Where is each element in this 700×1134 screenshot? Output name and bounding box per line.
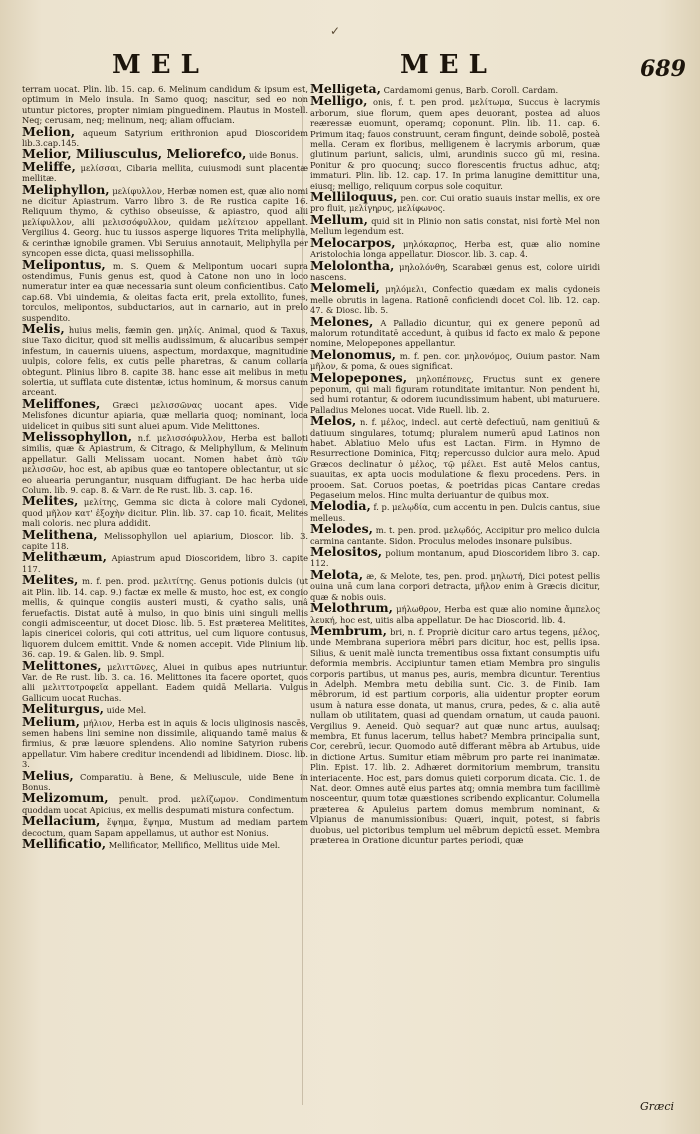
dictionary-entry: [310, 346, 600, 372]
running-header: [0, 50, 700, 84]
dictionary-entry: [22, 657, 308, 704]
dictionary-entry: [22, 493, 308, 529]
entry-definition: Cardamomi genus, Barb. Coroll. Cardam.: [383, 85, 559, 95]
entry-definition: Comparatiu. à Bene, & Meliuscule, uide Bene in Bonus.: [22, 771, 308, 792]
entry-lemma: Melomeli,: [310, 280, 380, 296]
entry-lemma: Melium,: [22, 713, 80, 729]
header-right: MEL: [400, 50, 497, 80]
entry-lemma: Melites,: [22, 493, 79, 509]
entry-definition: μελίσσαι, Cibaria mellita, cuiusmodi sunt placentæ mellitæ.: [22, 162, 308, 184]
entry-definition: ἕψημα, ἕψημα, Mustum ad mediam partem decoctum, quam Sapam appellamus, ut author est Nonius.: [22, 817, 308, 838]
header-left: MEL: [112, 50, 209, 80]
entry-definition: polium montanum, apud Dioscoridem libro 3. cap. 112.: [310, 548, 600, 569]
entry-lemma: Melithena,: [22, 526, 98, 542]
dictionary-entry: [22, 181, 308, 259]
dictionary-entry: [310, 498, 600, 523]
entry-definition: terram uocat. Plin. lib. 15. cap. 6. Melinum candidum & ipsum est, optimum in Melo insula. In Samo quoq; nascitur, sed eo non utuntur pictores, propter nimiam pinguedinem. Plautus in Mostell. Neq; cerusam, neq; melinum, neq; aliam offuciam.: [22, 84, 308, 126]
entry-lemma: Melior, Miliusculus, Meliorefco,: [22, 146, 247, 162]
entry-definition: μελίτης, Gemma sic dicta à colore mali Cydonei, quod μῆλον κατ' ἐξοχὴν dicitur. Plin. lib. 37. cap 10. ficait, Melites mali coloris. nec plura addidit.: [22, 497, 308, 529]
entry-lemma: Meliffe,: [22, 158, 76, 174]
dictionary-entry: [310, 622, 600, 846]
dictionary-entry: [22, 123, 308, 149]
entry-lemma: Melittones,: [22, 657, 102, 673]
catchword: Græci: [640, 1100, 675, 1113]
entry-lemma: Melota,: [310, 566, 364, 582]
entry-definition: f. p. μελῳδία, cum accentu in pen. Dulcis cantus, siue melleus.: [310, 502, 600, 523]
dictionary-entry: [22, 713, 308, 770]
dictionary-entry: [22, 836, 308, 852]
entry-definition: A Palladio dicuntur, qui ex genere peponū ad malorum rotunditatē accedunt, à quibus id facto ex malo & pepone nomine, Melopepones appellantur.: [310, 317, 600, 349]
entry-definition: bri, n. f. Propriè dicitur caro artus tegens, μέλος, unde Membrana superiora mēbri pars dicitur, hoc est, pellis ipsa. Silius, & uenit malè iuncta trementibus ossa fixtant consumptis uifu deformia membris. Accipiuntur tamen etiam Membra pro singulis corporis partibus, ut manus pes, auris, membra dicuntur. Terentius in Adelph. Membra metu debilia sunt. Cic. 3. de Finib. Iam mēbrorum, id est partium corporis, alia uidentur propter eorum usum à natura esse donata, ut manus, crura, pedes, & c. alia autē nullam ob utilitatem, quasi ad quendam ornatum, ut cauda pauoni. Vergilius 9. Aeneid. Quò sequar? aut quæ nunc artus, auulsaq; membra, Et funus lacerum, tellus habet? Membra principalia sunt, Cor, cerebrū, iecur. Quomodo autē differant mēbra ab Artubus, uide in dictione Artus. Sumitur etiam mēbrum pro parte rei inanimatæ. Plin. Epist. 17. lib. 2. Adhæret dormitorium membrum, transitu interiacente. Hoc est, pars domus quieti corporum dicata. Cic. 1. de Nat. deor. Omnes autē eius partes atq; omnia membra tum facillimè nosceentur, quum totæ quæstiones scribendo explicantur. Columella præterea & Apuleius partem domus membrum nominant, & Vlpianus de manumissionibus: Quæri, inquit, potest, si fabris duobus, uel pictoribus templum uel mēbrum depictū esset. Membra præterea in Oratione dicuntur partes periodi, quæ: [310, 626, 600, 846]
entry-lemma: Melones,: [310, 313, 374, 329]
entry-definition: μηλόκαρπος, Herba est, quæ alio nomine Aristolochia longa appellatur. Dioscor. lib. 3. cap. 4.: [310, 238, 600, 260]
entry-lemma: Melliloquus,: [310, 189, 398, 205]
dictionary-entry: [22, 572, 308, 660]
entry-lemma: Melligeta,: [310, 84, 381, 96]
entry-lemma: Meliphyllon,: [22, 181, 110, 197]
entry-definition: Græci μελισσῶνας uocant apes. Vide Melisfones dicuntur apiaria, quæ mellaria quoq; nominant, loca uidelicet in quibus siti sunt aluei apum. Vide Melittones.: [22, 399, 308, 431]
entry-lemma: Melius,: [22, 767, 74, 783]
dictionary-entry: [310, 566, 600, 602]
entry-lemma: Meliffones,: [22, 395, 101, 411]
entry-definition: μήλωθρον, Herba est quæ alio nomine ἄμπελος λευκή, hoc est, uitis alba appellatur. De hac Dioscorid. lib. 4.: [310, 604, 600, 625]
dictionary-entry: [22, 549, 308, 574]
entry-definition: Melissophyllon uel apiarium, Dioscor. lib. 3. capite 118.: [22, 530, 308, 552]
dictionary-entry: [310, 544, 600, 569]
dictionary-entry: [22, 320, 308, 398]
entry-lemma: Melodia,: [310, 498, 371, 514]
entry-lemma: Mellum,: [310, 211, 368, 227]
entry-definition: Apiastrum apud Dioscoridem, libro 3. capite 117.: [22, 553, 308, 574]
entry-definition: huius melis, fæmin gen. μηλίς. Animal, quod & Taxus, siue Taxo dicitur, quod sit mellis audissimum, & alucaribus semper infestum, in cauernis uiuens, aspectum, mordaxque, magnitudine uulpis, colore felis, ex cutis pelle pharetras, & canum collaria obtegunt. Plinius libro 8. capite 38. hanc esse ait melibus in metu solertia, ut sufflata cute distentæ, ictus hominum, & morsus canum arceant.: [22, 324, 308, 398]
entry-lemma: Melonomus,: [310, 346, 397, 362]
dictionary-entry: [310, 369, 600, 416]
dictionary-entry: [22, 790, 308, 815]
dictionary-entry: [310, 600, 600, 625]
entry-lemma: Meliturgus,: [22, 701, 104, 717]
entry-definition: Mellificator, Mellifico, Mellitus uide Mel.: [108, 840, 281, 851]
entry-lemma: Melissophyllon,: [22, 429, 133, 444]
dictionary-entry: [310, 234, 600, 260]
entry-lemma: Melolontha,: [310, 257, 395, 273]
dictionary-entry: [310, 257, 600, 283]
dictionary-entry: [22, 84, 308, 126]
dictionary-entry: [22, 526, 308, 552]
entry-definition: μηλοπέπονες, Fructus sunt ex genere peponum, qui mali figuram rotunditate imitantur. Non pendent hi, sed humi rotantur, & odorem iucundissimum habent, ubi maturuere. Palladius Melones uocat. Vide Ruell. lib. 2.: [310, 373, 600, 415]
entry-definition: n. f. μέλος, indecl. aut certè defectiuū, nam genitiuū & datiuum singulares, totumq; pluralem numerū apud Latinos non habet. Ablatiuo Melo ufus est Lactan. Firm. in Hymno de Resurrectione Dominica, Fitq; repercusso dulcior aura melo. Apud Græcos declinatur ὁ μέλος, τῷ μέλει. Est autē Melos cantus, suauitas, ex apta uocis modulatione & flexu procedens. Pers. in prooem. Sat. Coruos poetas, & poetridas picas Cantare credas Pegaseium melos. Hinc multa deriuantur de quibus mox.: [310, 417, 600, 501]
entry-definition: m. t. pen. prod. μελῳδός, Accipitur pro melico dulcia carmina cantante. Sidon. Proculus melodes insonare pulsibus.: [310, 525, 600, 546]
entry-lemma: Melopepones,: [310, 369, 408, 385]
dictionary-entry: [310, 521, 600, 546]
dictionary-entry: [22, 256, 308, 323]
entry-definition: onis, f. t. pen prod. μελίτωμα, Succus è lacrymis arborum, siue florum, quem apes deuorant, postea ad aluos reæressæ euomunt, operamq; coponunt. Plin. lib. 11. cap. 6. Primum itaq; fauos construunt, ceram fingunt, deinde sobolē, posteà mella. Ceram ex floribus, melligenem è lacrymis arborum, quæ glutinum pariunt, salicis, ulmi, arundinis succo gū mi, resina. Ponitur & pro quocunq; succo florescentis fructus adhuc, atq; immaturi. Plin. lib. 12. cap. 17. In prima lanugine demittitur una, eiusq; melligo, reliquum corpus sole coquitur.: [310, 97, 600, 191]
dictionary-entry: [22, 395, 308, 431]
entry-lemma: Mellificatio,: [22, 836, 107, 852]
entry-lemma: Melis,: [22, 320, 65, 336]
entry-definition: m. f. pen. cor. μηλονόμος, Ouium pastor. Nam μῆλον, & poma, & oues significat.: [310, 350, 600, 372]
entry-definition: n.f. μελισσόφυλλον, Herba est balloti similis, quæ & Apiastrum, & Citrago, & Meliphyllum, & Melinum appellatur. Galli Melissam uocant. Nomen habet ἀπὸ τῶν μελισσῶν, hoc est, ab apibus quæ eo tantopere oblectantur, ut sic eo aluearia perungantur, nusquam diffugiant. De hac herba uide Colum. lib. 9. cap. 8. & Varr. de Re rust. lib. 3. cap. 16.: [22, 433, 308, 496]
entry-lemma: Melocarpos,: [310, 234, 396, 250]
entry-lemma: Melos,: [310, 413, 357, 429]
entry-definition: m. f. pen. prod. μελιτίτης. Genus potionis dulcis (ut ait Plin. lib. 14. cap. 9.) factæ ex melle & musto, hoc est, ex congio mellis, & quinque congiis austeri musti, & cyatho salis, unâ feruefactis. Distat autē à mulso, in quo binis uini singuli mellis congii admisceentur, ut docet Diosc. lib. 5. Est præterea Melitites, lapis cinericei coloris, qui coti attritus, uel cum liquore contusus, liquorem dulcem emittit. Vnde & nomen accepit. Vide Plinium lib. 36. cap. 19. & Galen. lib. 9. Smpl.: [22, 576, 308, 660]
dictionary-entry: [310, 413, 600, 501]
entry-definition: μελιττῶνες, Aluei in quibus apes nutriuntur. Var. de Re rust. lib. 3. ca. 16. Melittones ita facere oportet, quos alii μελιττοτροφεῖα appellant. Eadem quidā Mellaria. Vulgus Gallicum uocat Ruchas.: [22, 661, 308, 703]
right-column: [310, 84, 600, 1116]
entry-definition: pen. cor. Cui oratio suauis instar mellis, ex ore pro fluit, μελίγηρυς, μελίφωνος.: [310, 193, 600, 214]
dictionary-entry: [310, 313, 600, 349]
entry-definition: μήλιον, Herba est in aquis & locis uliginosis nascēs, semen habens lini semine non dissimile, aliquando tamē maius & firmius, & præ læuore splendens. Alio nomine Satyrion rubens appellatur. Vim habere creditur incendendi ad libidinem. Diosc. lib. 3.: [22, 717, 308, 770]
dictionary-entry: [310, 211, 600, 237]
entry-definition: μηλόμελι, Confectio quædam ex malis cydoneis melle obrutis in lagena. Rationē conficiendi docet Col. lib. 12. cap. 47. & Diosc. lib. 5.: [310, 284, 600, 316]
entry-definition: æ, & Melote, tes, pen. prod. μηλωτή, Dici potest pellis ouina unā cum lana corpori detracta, μῆλον enim à Græcis dicitur, quæ & nobis ouis.: [310, 570, 600, 602]
dictionary-entry: [22, 813, 308, 838]
left-column: [22, 84, 308, 1116]
entry-lemma: Melositos,: [310, 544, 383, 560]
dictionary-entry: [22, 429, 308, 496]
entry-lemma: Membrum,: [310, 622, 388, 638]
entry-lemma: Melothrum,: [310, 600, 393, 616]
entry-lemma: Melites,: [22, 572, 79, 588]
entry-definition: quid sit in Plinio non satis constat, nisi fortè Mel non Mellum legendum est.: [310, 215, 600, 237]
dictionary-entry: [310, 280, 600, 316]
entry-definition: uide Bonus.: [248, 150, 299, 161]
top-ornament: ✓: [330, 24, 341, 38]
dictionary-entry: [22, 158, 308, 184]
dictionary-entry: [22, 767, 308, 793]
dictionary-entry: [310, 93, 600, 191]
entry-lemma: Melodes,: [310, 521, 373, 537]
dictionary-entry: [310, 189, 600, 214]
entry-lemma: Melithæum,: [22, 549, 108, 565]
entry-definition: aqueum Satyrium erithronion apud Dioscoridem lib.3.cap.145.: [22, 127, 308, 149]
page-number: 689: [640, 56, 686, 82]
entry-lemma: Melligo,: [310, 93, 368, 109]
entry-definition: uide Mel.: [106, 705, 147, 716]
entry-definition: μηλολόνθη, Scarabæi genus est, colore uiridi nascens.: [310, 261, 600, 282]
entry-lemma: Melizomum,: [22, 790, 109, 806]
entry-definition: m. S. Quem & Melipontum uocari supra ostendimus, Funis genus est, quod à Catone non uno in loco numeratur inter ea quæ necessaria sunt oleum conficientibus. Cato cap.68. Vbi uindemia, & oleitas facta erit, prela extollito, funes, torculos, melipontos, subductarios, aut in carnario, aut in prelo suspendito.: [22, 260, 308, 323]
entry-lemma: Melipontus,: [22, 256, 106, 272]
entry-definition: μελίφυλλον, Herbæ nomen est, quæ alio nomi ne dicitur Apiastrum. Varro libro 3. de Re rustica capite 16. Reliquum thymo, & cythiso obseuisse, & apiastro, quod alii μελίφυλλον, alii μελισσόφυλλον, quidam μελίτειον appellant. Vergilius 4. Georg. huc tu iussos asperge liquores Trita meliphylla, & cerinthæ ignobile gramen. Vbi Seruius annotauit, Meliphylla per syncopen esse dicta, quasi melissophilla.: [22, 185, 308, 259]
entry-lemma: Mellacium,: [22, 813, 101, 829]
entry-lemma: Melion,: [22, 123, 76, 139]
entry-definition: penult. prod. μελίζωμον. Condimentum quoddam uocat Apicius, ex mellis despumati mistura confectum.: [22, 794, 308, 815]
